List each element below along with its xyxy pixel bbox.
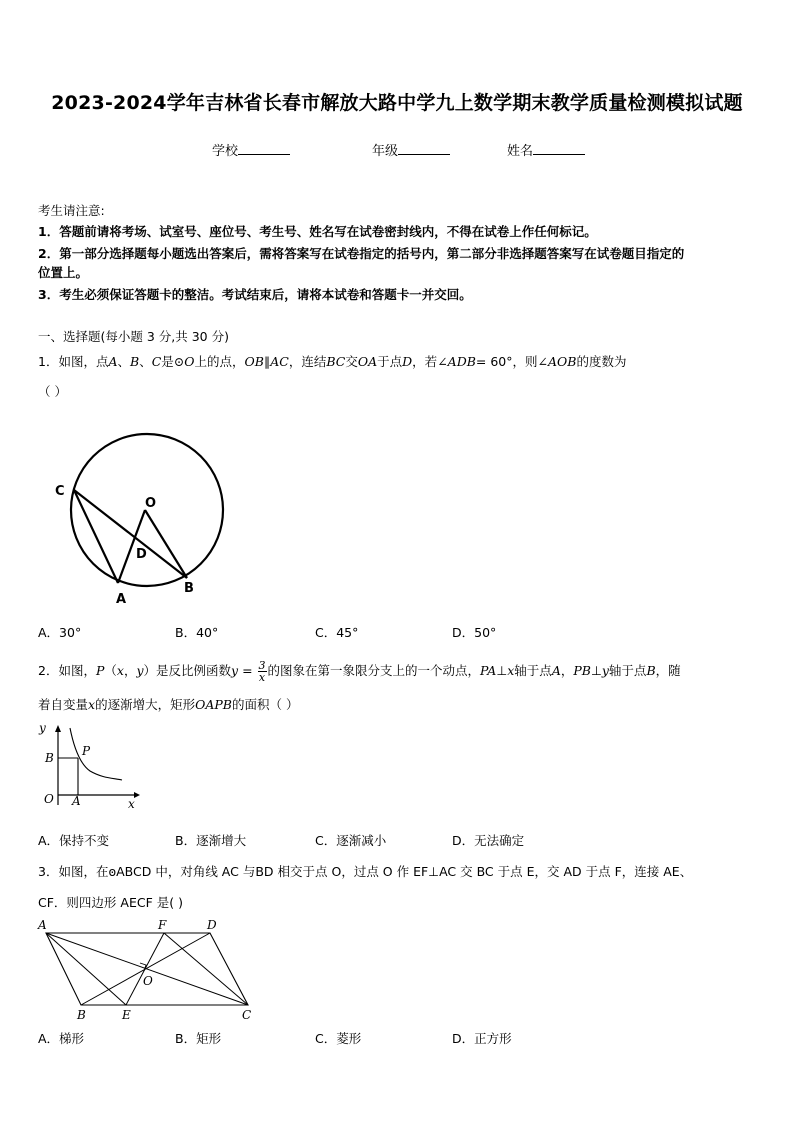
label-f: F	[158, 918, 167, 932]
y-axis-arrow	[55, 725, 61, 732]
q3-stem-line1: 3．如图，在ꙩABCD 中，对角线 AC 与BD 相交于点 O，过点 O 作 EF⊥AC 交 BC 于点 E，交 AD 于点 F，连接 AE、	[38, 864, 693, 879]
notice-item: 位置上。	[38, 265, 89, 280]
q1-option-d[interactable]: D．50°	[452, 625, 497, 640]
q1-option-c[interactable]: C．45°	[315, 625, 359, 640]
label-b: B	[77, 1008, 86, 1022]
label-p: P	[82, 744, 91, 758]
q2-stem-line2: 着自变量x的逐渐增大，矩形OAPB的面积（ ）	[38, 697, 299, 712]
label-a: A	[116, 592, 127, 607]
segment-ae	[46, 933, 126, 1005]
school-field	[212, 140, 290, 159]
name-label: 姓名	[507, 144, 534, 159]
label-a: A	[72, 794, 81, 808]
q3-stem-line2: CF．则四边形 AECF 是( )	[38, 895, 183, 910]
q3-option-a[interactable]: A．梯形	[38, 1031, 85, 1046]
label-o: O	[143, 974, 153, 988]
segment-ca	[74, 490, 118, 583]
name-field	[507, 140, 585, 159]
label-d: D	[136, 547, 147, 562]
grade-field	[372, 140, 450, 159]
q1-figure	[45, 430, 235, 610]
notice-item: 2．第一部分选择题每小题选出答案后，需将答案写在试卷指定的括号内，第二部分非选择题答案写在试卷题目指定的	[38, 246, 685, 261]
grade-blank	[398, 142, 450, 155]
notice-item: 3．考生必须保证答题卡的整洁。考试结束后，请将本试卷和答题卡一并交回。	[38, 287, 472, 302]
x-axis-arrow	[134, 792, 140, 798]
q3-option-b[interactable]: B．矩形	[175, 1031, 222, 1046]
q3-option-d[interactable]: D．正方形	[452, 1031, 512, 1046]
segment-ob	[145, 510, 187, 578]
label-b: B	[45, 751, 54, 765]
fraction-3-over-x: $\frac{3}{x}$	[258, 659, 266, 684]
grade-label: 年级	[372, 144, 399, 159]
label-c: C	[242, 1008, 252, 1022]
q2-option-a[interactable]: A．保持不变	[38, 833, 110, 848]
q1-option-a[interactable]: A．30°	[38, 625, 82, 640]
label-d: D	[207, 918, 217, 932]
label-o: O	[145, 496, 157, 511]
label-x: x	[128, 797, 135, 811]
page-title: 2023-2024学年吉林省长春市解放大路中学九上数学期末教学质量检测模拟试题	[51, 92, 743, 114]
label-b: B	[184, 581, 194, 596]
notice-heading: 考生请注意:	[38, 203, 105, 218]
q1-option-b[interactable]: B．40°	[175, 625, 219, 640]
notice-item: 1．答题前请将考场、试室号、座位号、考生号、姓名写在试卷密封线内，不得在试卷上作任何标记。	[38, 224, 597, 239]
label-c: C	[55, 484, 65, 499]
q2-option-c[interactable]: C．逐渐减小	[315, 833, 387, 848]
school-blank	[238, 142, 290, 155]
section-title: 一、选择题(每小题 3 分,共 30 分)	[38, 329, 229, 344]
q3-figure	[36, 915, 262, 1027]
q2-option-b[interactable]: B．逐渐增大	[175, 833, 247, 848]
label-e: E	[122, 1008, 131, 1022]
label-y: y	[39, 721, 46, 735]
q3-option-c[interactable]: C．菱形	[315, 1031, 362, 1046]
school-label: 学校	[212, 144, 239, 159]
q2-option-d[interactable]: D．无法确定	[452, 833, 525, 848]
name-blank	[533, 142, 585, 155]
label-o: O	[44, 792, 54, 806]
q2-figure	[36, 720, 146, 815]
q1-stem: 1．如图，点A、B、C是⊙O上的点，OB∥AC，连结BC交OA于点D，若∠ADB= 60°，则∠AOB的度数为	[38, 354, 627, 369]
label-a: A	[38, 918, 47, 932]
segment-cb	[74, 490, 187, 578]
q1-answer-paren: （ ）	[38, 384, 67, 399]
q2-stem-line1: 2．如图，P（x，y）是反比例函数y = $\frac{3}{x}$ 的图象在第一象限分支上的一个动点，PA⊥x轴于点A，PB⊥y轴于点B，随	[38, 659, 681, 684]
segment-cf	[164, 933, 248, 1005]
